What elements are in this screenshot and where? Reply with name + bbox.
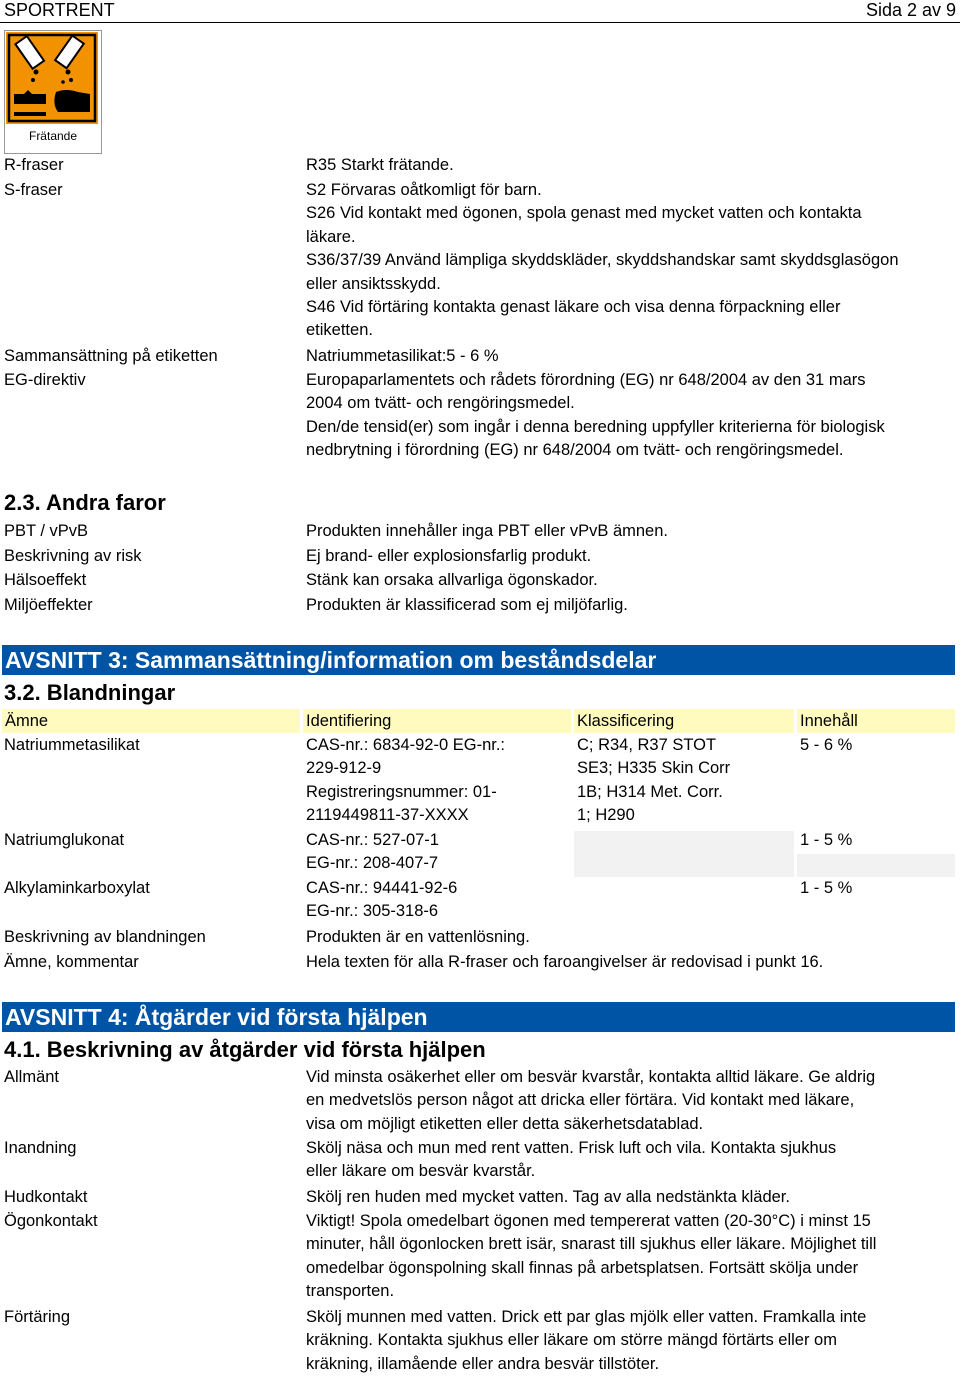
table-cell-content: 1 - 5 % <box>800 831 853 849</box>
hazard-value: Produkten är klassificerad som ej miljöfarlig. <box>306 596 628 614</box>
table-header-content: Innehåll <box>797 709 955 733</box>
first-aid-value: Vid minsta osäkerhet eller om besvär kvarstår, kontakta alltid läkare. Ge aldrig en medvetslös person något att dricka eller förtära. Vid kontakt med läkare, visa om möjligt etiketten eller detta säkerhetsdatablad. <box>306 1068 876 1133</box>
first-aid-value: Skölj näsa och mun med rent vatten. Frisk luft och vila. Kontakta sjukhus eller läkare om besvär kvarstår. <box>306 1139 837 1181</box>
empty-content-cell <box>797 854 955 877</box>
s-phrase: S46 Vid förtäring kontakta genast läkare och visa denna förpackning eller etiketten. <box>306 298 841 340</box>
table-cell-identification: CAS-nr.: 94441-92-6 EG-nr.: 305-318-6 <box>306 879 458 921</box>
hazard-label: PBT / vPvB <box>4 522 89 540</box>
s-phrase: S26 Vid kontakt med ögonen, spola genast med mycket vatten och kontakta läkare. <box>306 204 862 246</box>
pictogram-label: Frätande <box>28 129 78 143</box>
hazard-label: Miljöeffekter <box>4 596 93 614</box>
table-cell-identification: CAS-nr.: 527-07-1 EG-nr.: 208-407-7 <box>306 831 439 873</box>
first-aid-value: Skölj ren huden med mycket vatten. Tag av alla nedstänkta kläder. <box>306 1188 790 1206</box>
section-3-2-title: 3.2. Blandningar <box>4 680 176 705</box>
eg-directive-value <box>306 369 886 463</box>
hazard-label: Beskrivning av risk <box>4 547 142 565</box>
hazard-label: Hälsoeffekt <box>4 571 87 589</box>
eg-directive-text: Europaparlamentets och rådets förordning (EG) nr 648/2004 av den 31 mars 2004 om tvätt- och rengöringsmedel. <box>306 371 866 413</box>
hazard-value: Produkten innehåller inga PBT eller vPvB ämnen. <box>306 522 668 540</box>
first-aid-label: Ögonkontakt <box>4 1212 98 1230</box>
table-header-identification: Identifiering <box>303 709 571 733</box>
first-aid-label: Inandning <box>4 1139 77 1157</box>
eg-directive-label: EG-direktiv <box>4 371 86 389</box>
section-3-banner: AVSNITT 3: Sammansättning/information om beståndsdelar <box>2 645 955 675</box>
composition-label: Sammansättning på etiketten <box>4 347 218 365</box>
substance-comment-value: Hela texten för alla R-fraser och faroangivelser är redovisad i punkt 16. <box>306 953 824 971</box>
table-cell-substance: Alkylaminkarboxylat <box>4 879 150 897</box>
table-cell-substance: Natriumglukonat <box>4 831 125 849</box>
table-header-substance: Ämne <box>2 709 300 733</box>
table-cell-substance: Natriummetasilikat <box>4 736 140 754</box>
page-header <box>0 0 960 23</box>
r-phrases-value <box>306 154 926 177</box>
eg-directive-text: Den/de tensid(er) som ingår i denna beredning uppfyller kriterierna för biologisk nedbrytning i förordning (EG) nr 648/2004 om tvätt- och rengöringsmedel. <box>306 417 885 460</box>
page-number: Sida 2 av 9 <box>865 0 956 20</box>
section-2-3-title: 2.3. Andra faror <box>4 490 166 515</box>
s-phrase: S36/37/39 Använd lämpliga skyddskläder, skyddshandskar samt skyddsglasögon eller ansiktsskydd. <box>306 251 899 293</box>
company-name: SPORTRENT <box>4 0 115 20</box>
first-aid-label: Hudkontakt <box>4 1188 88 1206</box>
substance-comment-label: Ämne, kommentar <box>4 953 139 971</box>
mixture-description-label: Beskrivning av blandningen <box>4 928 206 946</box>
r-phrase: R35 Starkt frätande. <box>306 156 454 174</box>
empty-classification-cell <box>574 831 794 877</box>
section-4-banner: AVSNITT 4: Åtgärder vid första hjälpen <box>2 1002 955 1032</box>
table-cell-content: 1 - 5 % <box>800 879 853 897</box>
composition-value: Natriummetasilikat:5 - 6 % <box>306 347 499 365</box>
s-phrases-label: S-fraser <box>4 181 63 199</box>
hazard-pictogram <box>4 30 102 154</box>
s-phrase: S2 Förvaras oåtkomligt för barn. <box>306 181 542 199</box>
first-aid-label: Förtäring <box>4 1308 71 1326</box>
first-aid-label: Allmänt <box>4 1068 60 1086</box>
table-cell-classification: C; R34, R37 STOT SE3; H335 Skin Corr 1B; H314 Met. Corr. 1; H290 <box>577 736 731 825</box>
section-4-1-title: 4.1. Beskrivning av åtgärder vid första hjälpen <box>4 1037 486 1062</box>
hazard-value: Ej brand- eller explosionsfarlig produkt. <box>306 547 592 565</box>
first-aid-value: Viktigt! Spola omedelbart ögonen med tempererat vatten (20-30°C) i minst 15 minuter, håll ögonlocken brett isär, snarast till sjukhus eller läkare. Möjlighet till omedelbar ögonspolning skall finnas på arbetsplatsen. Fortsätt skölja under transporten. <box>306 1212 877 1301</box>
r-phrases-label: R-fraser <box>4 156 64 174</box>
hazard-value: Stänk kan orsaka allvarliga ögonskador. <box>306 571 598 589</box>
first-aid-value: Skölj munnen med vatten. Drick ett par glas mjölk eller vatten. Framkalla inte kräkning. Kontakta sjukhus eller läkare om större mängd förtärts eller om kräkning, illamående eller andra besvär tillstöter. <box>306 1308 867 1373</box>
s-phrases-value <box>306 179 906 343</box>
corrosive-hazard-icon <box>6 32 98 124</box>
table-cell-content: 5 - 6 % <box>800 736 853 754</box>
mixture-description-value: Produkten är en vattenlösning. <box>306 928 530 946</box>
table-cell-identification: CAS-nr.: 6834-92-0 EG-nr.: 229-912-9 Registreringsnummer: 01-2119449811-37-XXXX <box>306 736 506 825</box>
table-header-classification: Klassificering <box>574 709 794 733</box>
